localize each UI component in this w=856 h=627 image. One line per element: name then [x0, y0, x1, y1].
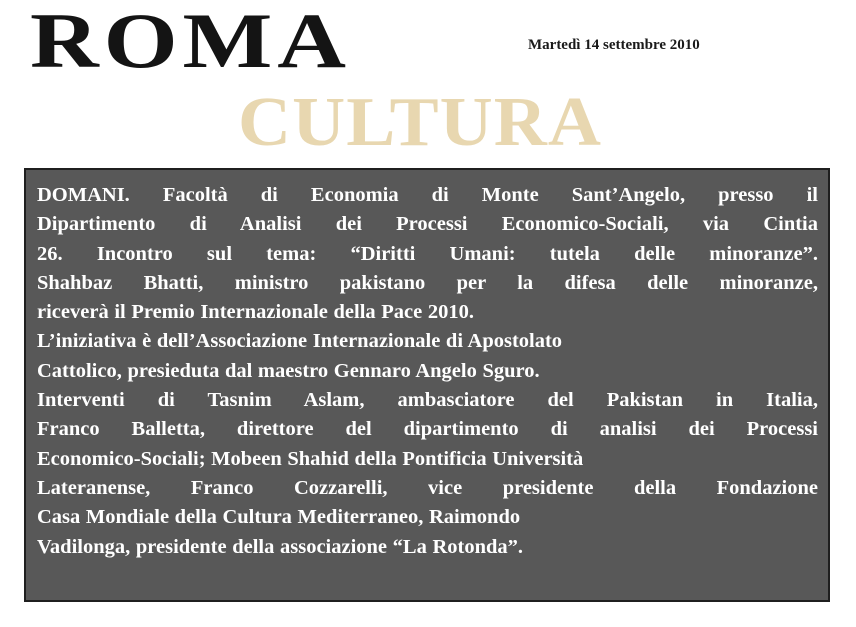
newspaper-masthead: ROMA [30, 0, 351, 84]
article-line: 26. Incontro sul tema: “Diritti Umani: tutela delle minoranze”. [37, 242, 818, 265]
article-line: Dipartimento di Analisi dei Processi Economico-Sociali, via Cintia [37, 213, 818, 236]
article-box [24, 168, 830, 602]
article-line: riceverà il Premio Internazionale della Pace 2010. [37, 301, 474, 324]
article-line: Economico-Sociali; Mobeen Shahid della Pontificia Università [37, 447, 584, 470]
article-line: Cattolico, presieduta dal maestro Gennaro Angelo Sguro. [37, 359, 540, 382]
article-line: Franco Balletta, direttore del dipartimento di analisi dei Processi [37, 418, 818, 441]
article-line: Lateranense, Franco Cozzarelli, vice presidente della Fondazione [37, 476, 818, 499]
article-line: DOMANI. Facoltà di Economia di Monte Sant’Angelo, presso il [37, 184, 818, 206]
article-line: Shahbaz Bhatti, ministro pakistano per la difesa delle minoranze, [37, 271, 818, 294]
section-title: CULTURA [238, 84, 603, 161]
article-line: Casa Mondiale della Cultura Mediterraneo, Raimondo [37, 506, 521, 529]
article-line: Interventi di Tasnim Aslam, ambasciatore del Pakistan in Italia, [37, 389, 818, 412]
publication-date: Martedì 14 settembre 2010 [528, 37, 700, 53]
article-line: L’iniziativa è dell’Associazione Internazionale di Apostolato [37, 330, 563, 353]
article-line: Vadilonga, presidente della associazione “La Rotonda”. [37, 535, 524, 558]
article-body [37, 181, 818, 562]
